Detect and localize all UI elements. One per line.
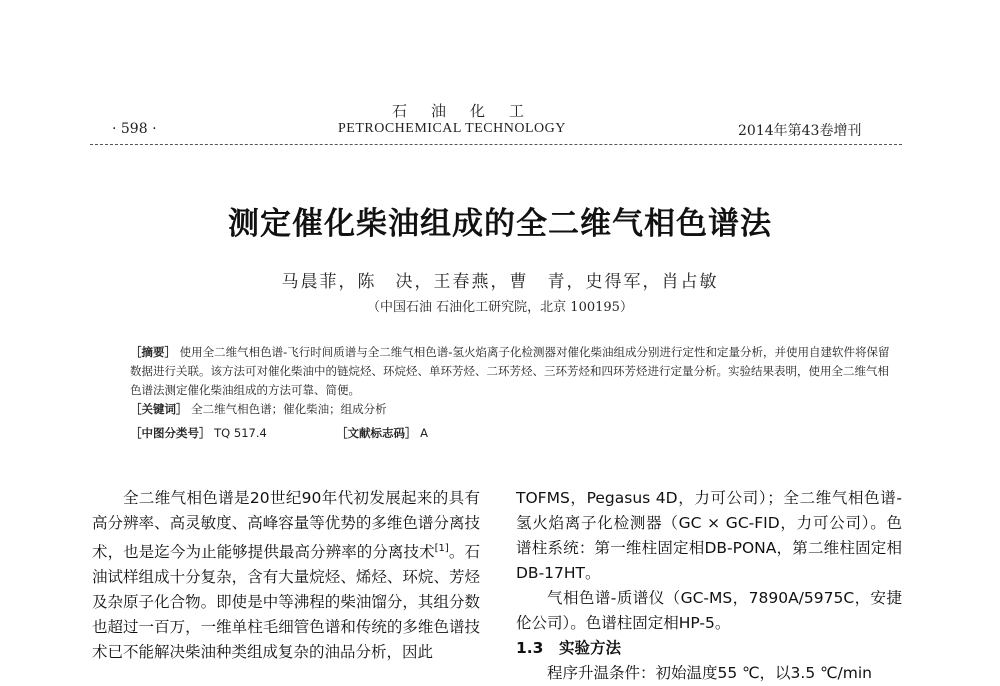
body-right-column [516,486,902,686]
doc-code-label: ［文献标志码］ [336,426,417,440]
intro-paragraph [92,486,480,665]
issue-info: 2014年第43卷增刊 [738,123,862,139]
keywords [130,401,898,417]
gcms-paragraph: 气相色谱-质谱仪（GC-MS，7890A/5975C，安捷伦公司）。色谱柱固定相HP-5。 [516,589,902,632]
abstract-text: 使用全二维气相色谱-飞行时间质谱与全二维气相色谱-氢火焰离子化检测器对催化柴油组成分别进行定性和定量分析，并使用自建软件将保留数据进行关联。该方法可对催化柴油中的链烷烃、环烷烃、单环芳烃、二环芳烃、三环芳烃和四环芳烃进行定量分析。实验结果表明，使用全二维气相色谱法测定催化柴油组成的方法可靠、简便。 [130,345,890,397]
journal-name-en: PETROCHEMICAL TECHNOLOGY [338,121,566,136]
keywords-text: 全二维气相色谱；催化柴油；组成分析 [191,402,387,416]
doc-code-value: A [420,426,429,440]
abstract [130,343,898,400]
header-rule [90,144,902,145]
keywords-label: ［关键词］ [130,402,188,416]
clc-label: ［中图分类号］ [130,426,211,440]
method-paragraph: 程序升温条件：初始温度55 ℃，以3.5 ℃/min [547,664,872,682]
article-title: 测定催化柴油组成的全二维气相色谱法 [228,206,772,242]
clc-number [130,425,267,441]
intro-text-after: 。石油试样组成十分复杂，含有大量烷烃、烯烃、环烷、芳烃及杂原子化合物。即使是中等沸程的柴油馏分，其组分数也超过一百万，一维单柱毛细管色谱和传统的多维色谱技术已不能解决柴油种类组成复杂的油品分析，因此 [92,543,480,662]
affiliation: （中国石油 石油化工研究院，北京 100195） [367,300,633,315]
section-heading: 1.3 实验方法 [516,639,621,657]
intro-text-before: 全二维气相色谱是20世纪90年代初发展起来的具有高分辨率、高灵敏度、高峰容量等优势的多维色谱分离技术，也是迄今为止能够提供最高分辨率的分离技术 [92,489,480,562]
journal-name-cn: 石油化工 [392,102,549,120]
instrument-paragraph: TOFMS，Pegasus 4D，力可公司）；全二维气相色谱-氢火焰离子化检测器（GC × GC-FID，力可公司）。色谱柱系统：第一维柱固定相DB-PONA，第二维柱固定相DB-17HT。 [516,489,902,582]
document-code [336,425,428,441]
citation-ref: [1] [434,543,449,554]
clc-value: TQ 517.4 [214,426,267,440]
body-left-column [92,486,480,665]
author-list: 马晨菲，陈 决，王春燕，曹 青，史得军，肖占敏 [281,272,719,292]
abstract-label: ［摘要］ [130,345,176,359]
page-number: · 598 · [112,121,157,137]
